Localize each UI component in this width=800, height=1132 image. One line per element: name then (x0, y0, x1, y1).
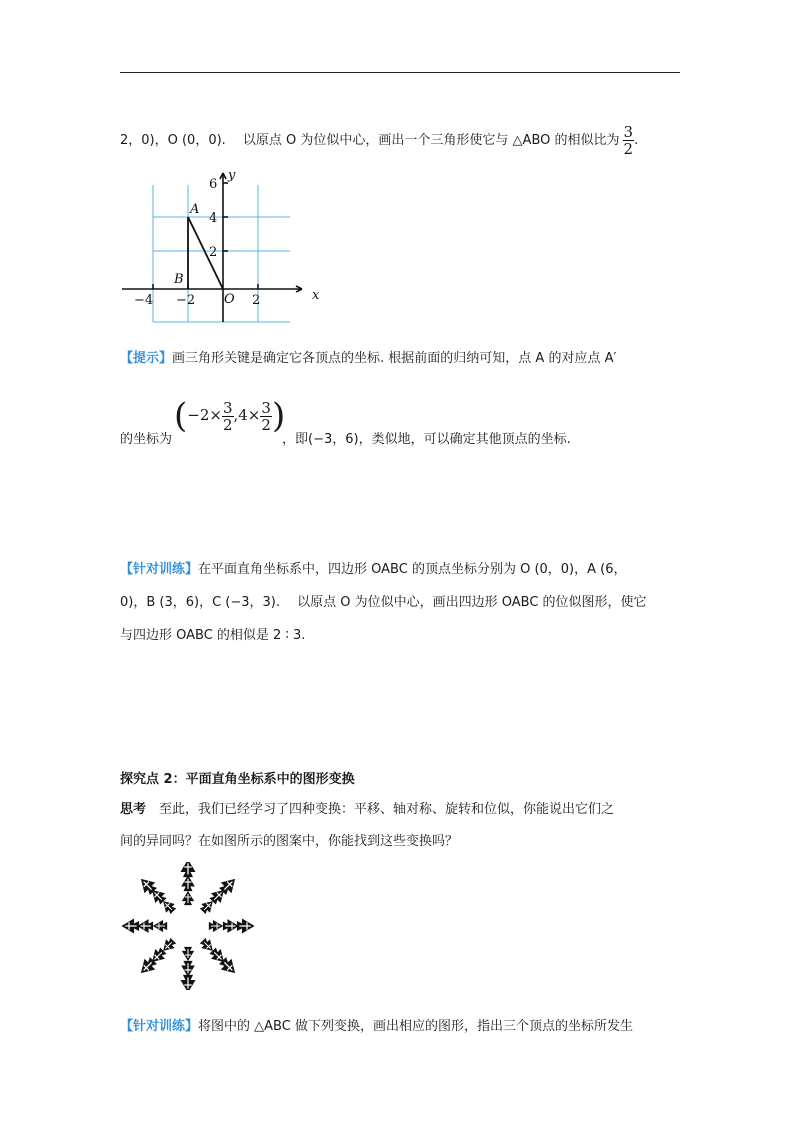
coordinate-graph (120, 165, 330, 330)
pattern-motif (121, 918, 139, 933)
pattern-motif (180, 862, 195, 877)
pattern-motif (181, 875, 195, 891)
pattern-motif (180, 975, 195, 990)
ratio-fraction: $\frac{3}{2}$ (623, 123, 634, 158)
pattern-motif (182, 891, 194, 905)
x-tick-label-n2: −2 (176, 293, 196, 308)
header-rule (120, 72, 680, 73)
problem-line: 2，0)，O (0，0). 以原点 O 为位似中心，画出一个三角形使它与 △ABO 的相似比为 $\frac{3}{2}$ . (120, 123, 639, 158)
hint-line-1: 【提示】画三角形关键是确定它各顶点的坐标. 根据前面的归纳可知，点 A 的对应点 A′ (120, 351, 617, 366)
point-a-label: A (190, 202, 200, 217)
think-line-1: 思考 至此，我们已经学习了四种变换：平移、轴对称、旋转和位似，你能说出它们之 (120, 802, 615, 817)
pattern-motif (137, 919, 153, 933)
practice1-tag: 【针对训练】 (120, 562, 199, 577)
hint-tag: 【提示】 (120, 351, 173, 366)
origin-label: O (224, 292, 235, 307)
x-tick-label-n4: −4 (134, 293, 154, 308)
x-axis-label: x (312, 288, 320, 303)
practice2-line: 【针对训练】将图中的 △ABC 做下列变换，画出相应的图形，指出三个顶点的坐标所发生 (120, 1019, 633, 1034)
practice2-tag: 【针对训练】 (120, 1019, 199, 1034)
expr-fraction-1: $\frac{3}{2}$ (222, 398, 233, 434)
y-tick-label-4: 4 (209, 211, 218, 226)
think-tag: 思考 (120, 802, 147, 817)
problem-text: 2，0)，O (0，0). 以原点 O 为位似中心，画出一个三角形使它与 △ABO 的相似比为 (120, 133, 620, 148)
transformation-pattern-figure (120, 862, 256, 990)
pattern-motif (153, 920, 167, 932)
practice1-line-2: 0)，B (3，6)，C (−3，3). 以原点 O 为位似中心，画出四边形 OABC 的位似图形，使它 (120, 595, 647, 610)
hint-line-2-suffix: ，即(−3，6)，类似地，可以确定其他顶点的坐标. (282, 432, 571, 447)
practice1-line-1: 【针对训练】在平面直角坐标系中，四边形 OABC 的顶点坐标分别为 O (0，0)，A (6， (120, 562, 627, 577)
think-line-2: 间的异同吗？在如图所示的图案中，你能找到这些变换吗？ (120, 834, 459, 849)
y-axis-label: y (228, 168, 236, 183)
hint-line-2-prefix: 的坐标为 (120, 432, 173, 447)
point-b-label: B (174, 272, 184, 287)
pattern-motif (209, 920, 223, 932)
coordinate-expression: (−2× $\frac{3}{2}$ ,4× $\frac{3}{2}$ ) (174, 396, 286, 436)
section-heading: 探究点 2：平面直角坐标系中的图形变换 (120, 772, 355, 787)
pattern-motif (181, 961, 195, 977)
pattern-motif (223, 919, 239, 933)
x-tick-label-2: 2 (252, 293, 261, 308)
y-tick-label-6: 6 (209, 177, 218, 192)
segment-ao (188, 217, 223, 289)
pattern-motif (237, 918, 255, 933)
grid (153, 185, 290, 322)
expr-fraction-2: $\frac{3}{2}$ (261, 398, 271, 434)
pattern-motif (182, 947, 194, 961)
y-tick-label-2: 2 (209, 245, 218, 260)
practice1-line-3: 与四边形 OABC 的相似是 2 ∶ 3. (120, 628, 306, 643)
